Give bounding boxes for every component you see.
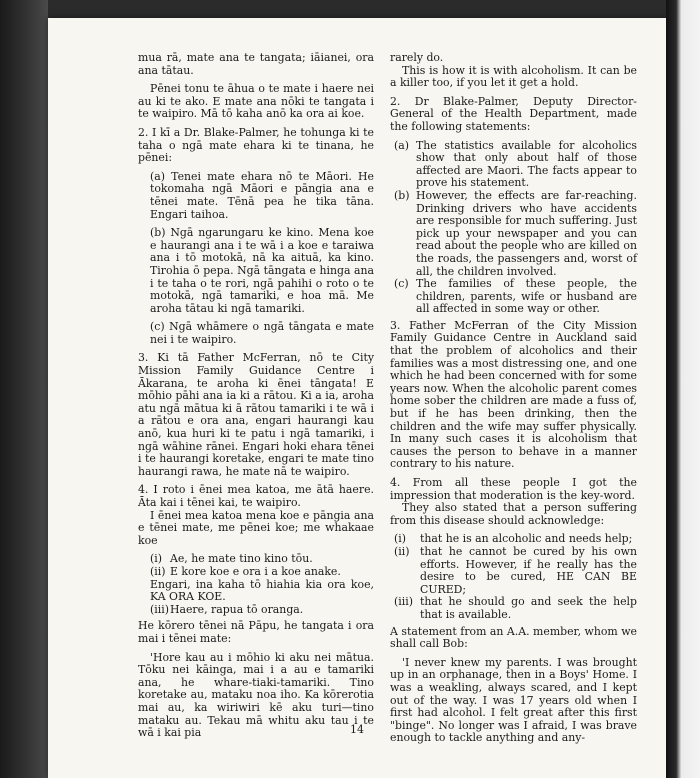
paragraph: rarely do. xyxy=(390,51,444,64)
statements-list xyxy=(390,140,637,316)
list-item-b xyxy=(390,190,637,278)
paragraph: He kōrero tēnei nā Pāpu, he tangata i ora mai i tēnei mate: xyxy=(138,619,374,645)
list-text: The statistics available for alcoholics show that only about half of those affected are Maori. The facts appear to prove his statement. xyxy=(416,138,637,190)
document-page xyxy=(48,18,666,778)
paragraph: 4. I roto i ēnei mea katoa, me ātā haere. Āta kai i tēnei kai, te waipiro. xyxy=(138,483,374,509)
list-item xyxy=(138,604,374,617)
paragraph: mua rā, mate ana te tangata; iāianei, ora ana tātau. xyxy=(138,51,374,77)
list-marker: (i) xyxy=(150,552,162,566)
paragraph: 2. Dr Blake-Palmer, Deputy Director-General of the Health Department, made the following statements: xyxy=(390,94,637,133)
paragraph: They also stated that a person suffering from this disease should acknowledge: xyxy=(390,501,637,527)
list-marker: (b) xyxy=(394,188,410,202)
list-text: The families of these people, the children, parents, wife or husband are all affected in some way or other. xyxy=(416,277,637,316)
list-marker: (ii) xyxy=(150,564,166,578)
maori-text-column xyxy=(138,52,374,746)
list-text: that he should go and seek the help that is available. xyxy=(420,595,637,621)
scan-right-edge xyxy=(666,0,700,778)
page-number: 14 xyxy=(350,723,364,736)
list-marker: (a) xyxy=(394,138,409,152)
acknowledgement-list xyxy=(138,553,374,616)
sub-paragraph-b: (b) Ngā ngarungaru ke kino. Mena koe e haurangi ana i te wā i a koe e taraiwa ana i tō motokā, nā ka aituā, ka kino. Tirohia ō pepa. Ngā tāngata e hinga ana i te taha o te rori, ngā pahihi o roto o te motokā, ngā tamariki, e hoa mā. Me aroha tātau ki ngā tamariki. xyxy=(150,226,374,315)
paragraph: A statement from an A.A. member, whom we shall call Bob: xyxy=(390,624,637,651)
list-item-ii xyxy=(390,546,637,596)
acknowledgement-list xyxy=(390,533,637,621)
quote-paragraph: 'Hore kau au i mōhio ki aku nei mātua. Tōku nei kāinga, mai i a au e tamariki ana, he whare-tiaki-tamariki. Tino koretake au, mataku noa iho. Ka kōrerotia mai au, ka wiriwiri kē aku turi—tino mataku au. Tekau mā whitu aku tau i te wā i kai pia xyxy=(138,650,374,740)
list-item-a xyxy=(390,140,637,190)
list-text: E kore koe e ora i a koe anake. xyxy=(170,564,341,578)
sub-paragraph-a: (a) Tenei mate ehara nō te Māori. He tokomaha ngā Māori e pāngia ana e tēnei mate. Tēnā pea he tika tāna. Engari taihoa. xyxy=(150,169,374,221)
quote-paragraph: 'I never knew my parents. I was brought up in an orphanage, then in a Boys' Home. I was a weakling, always scared, and I kept out of the way. I was 17 years old when I first had alcohol. I felt great after this first "binge". No longer was I afraid, I was brave enough to tackle anything and any- xyxy=(390,655,637,745)
paragraph: 2. I kī a Dr. Blake-Palmer, he tohunga ki te taha o ngā mate ehara ki te tinana, he pēnei: xyxy=(138,125,374,165)
sub-paragraph-c: (c) Ngā whāmere o ngā tāngata e mate nei i te waipiro. xyxy=(150,320,374,346)
list-marker: (ii) xyxy=(394,544,410,558)
list-marker: (i) xyxy=(394,532,406,546)
list-text: Haere, rapua tō oranga. xyxy=(170,602,304,616)
scan-left-edge xyxy=(0,0,48,778)
list-marker: (iii) xyxy=(394,595,413,609)
list-text: that he cannot be cured by his own efforts. However, if he really has the desire to be cured, HE CAN BE CURED; xyxy=(420,544,637,596)
paragraph: I ēnei mea katoa mena koe e pāngia ana e tēnei mate, me pēnei koe; me whakaae koe xyxy=(138,508,374,547)
paragraph: Pēnei tonu te āhua o te mate i haere nei au ki te ako. E mate ana nōki te tangata i te waipiro. Mā tō kaha anō ka ora ai koe. xyxy=(138,82,374,121)
list-marker: (iii) xyxy=(150,602,169,616)
list-text: that he is an alcoholic and needs help; xyxy=(420,532,633,546)
list-text: Engari, ina kaha tō hiahia kia ora koe, KA ORA KOE. xyxy=(150,577,374,604)
list-marker: (c) xyxy=(394,277,409,291)
list-text: However, the effects are far-reaching. Drinking drivers who have accidents are responsible for much suffering. Just pick up your newspaper and you can read about the people who are killed on the roads, the passengers and, worst of all, the children involved. xyxy=(416,188,637,278)
list-item-iii xyxy=(390,596,637,621)
paragraph: 4. From all these people I got the impression that moderation is the key-word. xyxy=(390,476,637,502)
paragraph: 3. Ki tā Father McFerran, nō te City Mission Family Guidance Centre i Ākarana, te aroha ki ēnei tāngata! E mōhio pāhi ana ia ki a rātou. Ki a ia, aroha atu ngā mātua ki ā rātou tamariki i te wā i a rātou e ora ana, engari haurangi kau anō, kua huri ki te patu i ngā tamariki, i ngā wāhine rānei. Engari hoki ehara tēnei i te haurangi koretake, engari te mate tino haurangi rawa, he mate nā te waipiro. xyxy=(138,351,374,478)
list-text: Ae, he mate tino kino tōu. xyxy=(170,552,313,566)
list-item-c xyxy=(390,278,637,316)
english-text-column xyxy=(390,52,637,751)
paragraph: 3. Father McFerran of the City Mission Family Guidance Centre in Auckland said that the problem of alcoholics and their families was a most distressing one, and one which he had been concerned with for some years now. When the alcoholic parent comes home sober the children are made a fuss of, but if he has been drinking, then the children and the wife may suffer physically. In many such cases it is alcoholism that causes the person to behave in a manner contrary to his nature. xyxy=(390,318,638,471)
paragraph: This is how it is with alcoholism. It can be a killer too, if you let it get a hold. xyxy=(390,63,637,90)
list-item-continuation xyxy=(138,579,374,604)
